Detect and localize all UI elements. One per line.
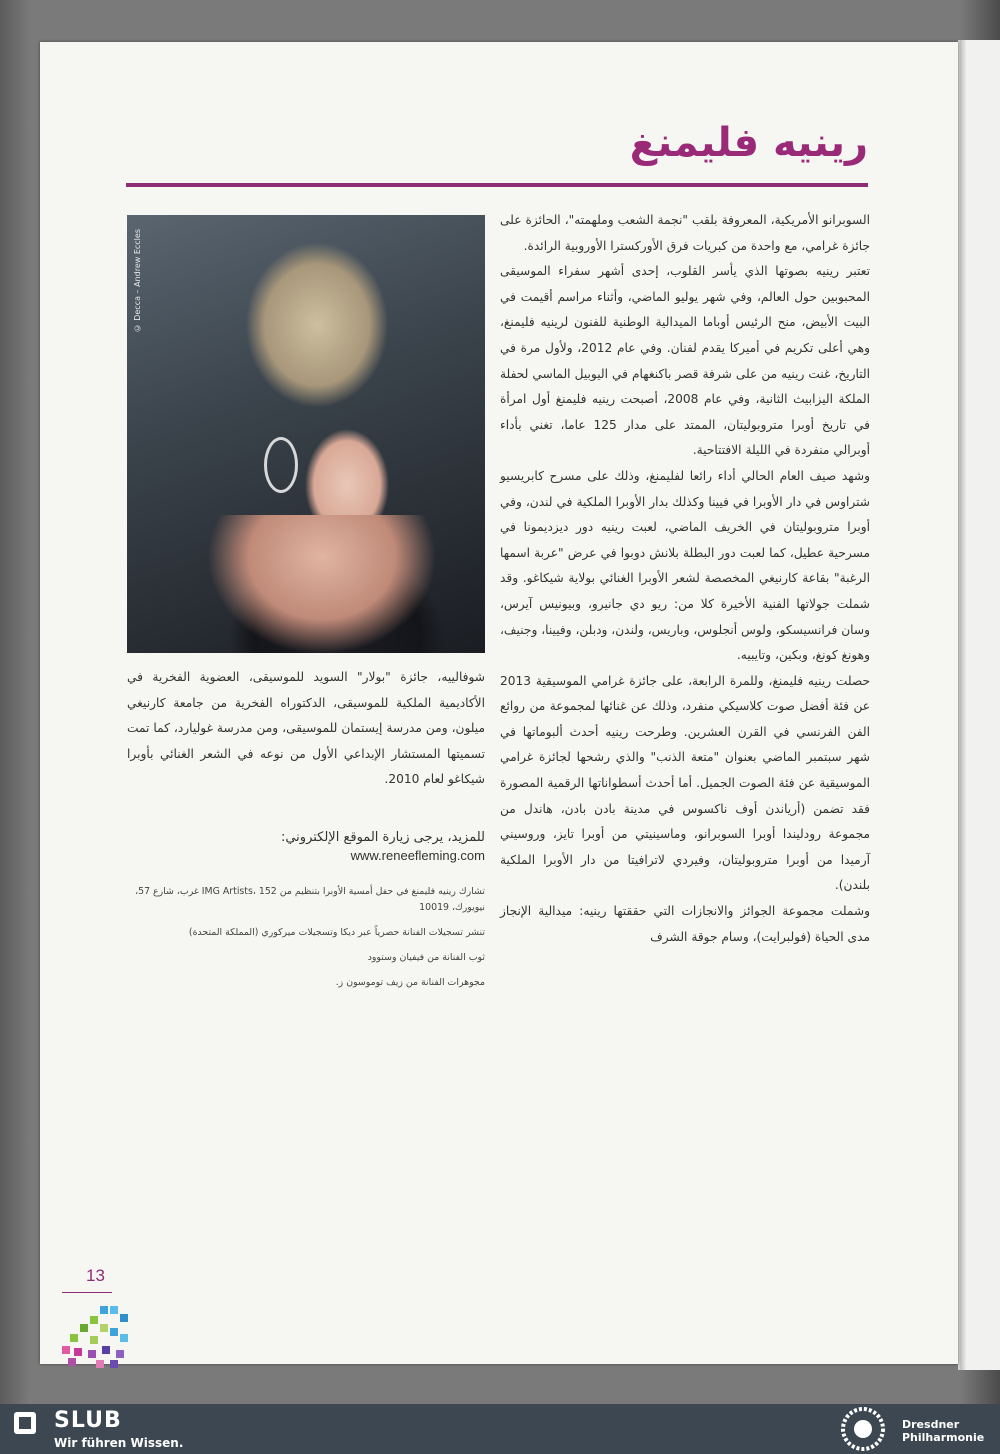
note-item: ثوب الفنانة من فيفيان وستوود	[367, 952, 485, 963]
paragraph: وشهد صيف العام الحالي أداء رائعا لفليمنغ، وذلك على مسرح كابريسيو شتراوس في دار الأوبرا في فيينا وكذلك بدار الأوبرا الملكية في لندن، وفي أوبرا متروبوليتان في الخريف الماضي، لعبت رينيه دور ديزديمونا في مسرحية عطيل، كما لعبت دور البطلة بلانش دوبوا في عرض "عربة اسمها الرغبة" بقاعة كارنيغي المخصصة لشعر الأوبرا الغنائي بولاية شيكاغو. وقد شملت جولاتها الفنية الأخيرة كلا من: ريو دي جانيرو، وبيونيس آيرس، وسان فرانسيسكو، ولوس أنجلوس، وباريس، ولندن، ودبلن، وفيينا، وجنيف، وهونغ كونغ، وبكين، وتايبيه.	[500, 468, 870, 663]
pixel-logo-icon	[60, 1304, 132, 1368]
page-number-rule	[62, 1292, 112, 1293]
photo-credit: © Decca – Andrew Eccles	[133, 229, 142, 333]
library-name: SLUB	[54, 1408, 122, 1433]
paragraph: حصلت رينيه فليمنغ، وللمرة الرابعة، على جائزة غرامي الموسيقية 2013 عن فئة أفضل صوت كلاسيكي منفرد، وذلك عن غنائها لمجموعة من روائع الفن الفرنسي في القرن العشرين. وطرحت رينيه أحدث ألبوماتها في شهر سبتمبر الماضي بعنوان "متعة الذنب" والذي رشحها لجائزة غرامي الموسيقية عن فئة الصوت الجميل. أما أحدث أسطواناتها الرقمية المصورة فقد تضمن (أرياندن أوف ناكسوس في مدينة بادن بادن، هاندل من مجموعة رودليندا أوبرا السوبرانو، وماسينيتي من أوبرا تايز، وروسيني آرميدا من أوبرا متروبوليتان، وفيردي لاترافيتا من دار الأوبرا الملكية بلندن).	[500, 673, 870, 893]
orchestra-name-line2: Philharmonie	[902, 1431, 985, 1444]
article-body-left-column: شوفالييه، جائزة "بولار" السويد للموسيقى، العضوية الفخرية في الأكاديمية الملكية للموسيقى، الدكتوراه الفخرية من جامعة كارنيغي ميلون، ومن مدرسة إيستمان للموسيقى، ومن مدرسة غوليارد، كما تمت تسميتها المستشار الإبداعي الأول من نوعه في الشعر الغنائي بأوبرا شيكاغو لعام 2010.	[127, 670, 485, 787]
paragraph: السوبرانو الأمريكية، المعروفة بلقب "نجمة الشعب وملهمته"، الحائزة على جائزة غرامي، مع واحدة من كبريات فرق الأوركسترا الأوروبية الرائدة.	[500, 213, 870, 253]
website-link[interactable]: www.reneefleming.com	[350, 848, 485, 863]
paragraph: وشملت مجموعة الجوائز والانجازات التي حققتها رينيه: ميدالية الإنجاز مدى الحياة (فولبرايت)، وسام جوقة الشرف	[500, 904, 870, 944]
paragraph: تعتبر رينيه بصوتها الذي يأسر القلوب، إحدى أشهر سفراء الموسيقى المحبوبين حول العالم، وفي شهر يوليو الماضي، وأثناء مراسم أقيمت في البيت الأبيض، منح الرئيس أوباما الميدالية الوطنية للفنون لرينيه فليمنغ، وهي أعلى تكريم في أميركا يقدم لفنان. وفي عام 2012، ولأول مرة في التاريخ، غنت رينيه من على شرفة قصر باكنغهام في اليوبيل الماسي لحفلة الملكة اليزابيث الثانية، وفي عام 2008، أصبحت رينيه فليمنغ أول امرأة في تاريخ أوبرا متروبوليتان، الممتد على مدار 125 عاما، تغني بأداء أوبرالي منفردة في الليلة الافتتاحية.	[500, 264, 870, 458]
photo-subject-shoulders	[207, 515, 437, 653]
magazine-page	[40, 42, 958, 1364]
article-title: رينيه فليمنغ	[629, 120, 868, 166]
article-body-right-column	[500, 208, 870, 950]
library-tagline: Wir führen Wissen.	[54, 1436, 184, 1450]
orchestra-logo-icon	[840, 1406, 886, 1452]
orchestra-name-line1: Dresdner	[902, 1418, 960, 1431]
adjacent-page-edge	[958, 40, 1000, 1370]
more-info-text: للمزيد، يرجى زيارة الموقع الإلكتروني:	[280, 830, 485, 845]
orchestra-name	[902, 1418, 984, 1444]
page-number: 13	[86, 1266, 105, 1285]
slub-logo-icon	[12, 1410, 38, 1436]
note-item: تنشر تسجيلات الفنانة حصرياً عبر ديكا وتسجيلات ميركوري (المملكة المتحدة)	[188, 927, 485, 938]
portrait-photo	[127, 215, 485, 653]
title-divider	[126, 183, 868, 187]
note-item: تشارك رينيه فليمنغ في حفل أمسية الأوبرا بتنظيم من IMG Artists، 152 غرب، شارع 57، نيويورك، 10019	[135, 886, 485, 913]
photo-earring	[264, 437, 298, 493]
credits-notes	[127, 884, 485, 1000]
note-item: مجوهرات الفنانة من زيف توموسون ز.	[335, 977, 485, 988]
